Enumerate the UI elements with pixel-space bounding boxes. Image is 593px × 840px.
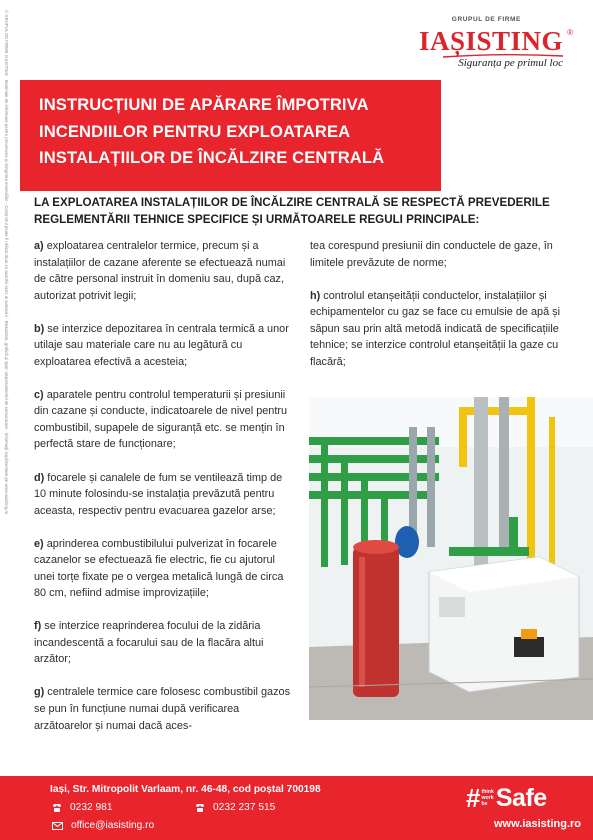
rule-letter: f): [34, 620, 42, 633]
logo-tagline: Siguranța pe primul loc: [458, 57, 563, 69]
rule-letter: c): [34, 388, 44, 401]
rule-item-a: [34, 238, 296, 304]
rule-item-d: [34, 470, 296, 520]
rule-letter: d): [34, 471, 45, 484]
footer-bar: [0, 776, 593, 840]
title-line-1: INSTRUCȚIUNI DE APĂRARE ÎMPOTRIVA: [39, 95, 369, 114]
boiler-room-illustration: [309, 397, 593, 720]
footer-email[interactable]: [52, 820, 154, 831]
footer-phone-2[interactable]: [195, 802, 275, 813]
hashtag-word-be: be: [481, 801, 488, 807]
rule-item-e: [34, 536, 296, 602]
think-work-be-safe-hashtag: [466, 784, 547, 812]
logo-brand-name: IAȘISTING: [418, 26, 563, 56]
rule-text: exploatarea centralelor termice, precum și a instalațiilor de cazane aferente se efectuează numai de către personal instruit în domeniu sau, după caz, autorizat potrivit legii;: [34, 240, 286, 302]
hashtag-word-work: work: [481, 795, 494, 801]
rule-item-f: [34, 618, 296, 668]
phone-1-text: 0232 981: [70, 802, 113, 813]
rule-text: focarele și canalele de fum se ventilează timp de 10 minute folosindu-se instalația prevăzută pentru aceasta, respectiv pentru evacuarea gazelor arse;: [34, 471, 283, 517]
footer-phone-1[interactable]: [52, 802, 113, 813]
rule-item-g: [34, 684, 296, 734]
footer-website-link[interactable]: www.iasisting.ro: [494, 818, 581, 830]
page-title: [39, 92, 427, 172]
rule-letter: a): [34, 240, 44, 252]
company-logo: [383, 10, 573, 74]
rule-letter: g): [34, 686, 45, 699]
hashtag-small-words: [481, 789, 493, 807]
rule-item-g-continuation: tea corespund presiunii din conductele de gaze, în limitele prevăzute de norme;: [310, 240, 553, 269]
side-legal-note: [2, 10, 10, 780]
phone-icon: [52, 803, 62, 813]
rule-item-b: [34, 321, 296, 371]
rule-text: aparatele pentru controlul temperaturii și presiunii din cazane și conducte, indicatoarele de nivel pentru combustibil, supapele de siguranță etc. se mențin în perfectă stare de funcționare;: [34, 388, 288, 451]
rule-letter: e): [34, 537, 44, 550]
hashtag-word-think: think: [481, 789, 494, 795]
rule-text: se interzice depozitarea în centrala termică a unor utilaje sau materiale care nu au legătură cu exploatarea efectivă a acesteia;: [34, 322, 289, 368]
rules-column-left: [34, 238, 296, 751]
rule-text: centralele termice care folosesc combustibil gazos se pun în funcțiune numai după verificarea arzătoarelor și numai dacă aces-: [34, 686, 291, 732]
rule-text: controlul etanșeității conductelor, instalațiilor și echipamentelor cu gaz se face cu emulsie de apă și săpun sau prin altă metodă indicată de specificațiile tehnice; se interzice controlul etanșeității la gaze cu flacără;: [310, 289, 561, 368]
phone-2-text: 0232 237 515: [213, 802, 276, 813]
logo-registered-mark: ®: [567, 28, 573, 37]
footer-address: Iași, Str. Mitropolit Varlaam, nr. 46-48, cod poștal 700198: [50, 784, 321, 795]
logo-underline-swoosh-icon: [443, 53, 563, 59]
intro-heading: LA EXPLOATAREA INSTALAȚIILOR DE ÎNCĂLZIRE CENTRALĂ SE RESPECTĂ PREVEDERILE REGLEMENTĂRII TEHNICE SPECIFICE ȘI URMĂTOARELE REGULI PRINCIPALE:: [34, 196, 550, 226]
rules-column-right: [310, 238, 572, 387]
logo-group-label: GRUPUL DE FIRME: [451, 16, 521, 23]
rule-letter: b): [34, 322, 45, 335]
phone-icon: [195, 803, 205, 813]
title-line-2: INCENDIILOR PENTRU EXPLOATAREA: [39, 121, 351, 141]
boiler-room-photo: [309, 397, 593, 720]
rule-item-c: [34, 387, 296, 453]
hashtag-safe: Safe: [495, 784, 547, 812]
rule-text: aprinderea combustibilului pulverizat în focarele cazanelor se efectuează fie electric, fie cu ajutorul unei torțe fixate pe o vergea metalică lungă de circa 80 cm, nefiind admise improvizațiile;: [34, 537, 284, 600]
title-line-3: INSTALAȚIILOR DE ÎNCĂLZIRE CENTRALĂ: [39, 148, 385, 167]
rule-text: se interzice reaprinderea focului de la zidăria incandescentă a focarului sau de la flacăra altui arzător;: [34, 620, 264, 666]
email-text: office@iasisting.ro: [71, 820, 155, 831]
rule-letter: h): [310, 289, 321, 302]
side-legal-text: © GRUPUL DE FIRME IAȘISTING · Materiale de informare pentru prevenirea și stingerea incendiilor · Conținutul poate fi utilizat doar cu acordul scris al autorului · Redactare, grafică și tipar: departamentul de comunicare · Informații suplimentare pe www.iasisting.ro: [4, 10, 9, 515]
envelope-icon: [52, 822, 63, 830]
title-banner: [20, 80, 441, 191]
rule-item-h: [310, 288, 572, 371]
hashtag-hash: #: [466, 783, 481, 813]
